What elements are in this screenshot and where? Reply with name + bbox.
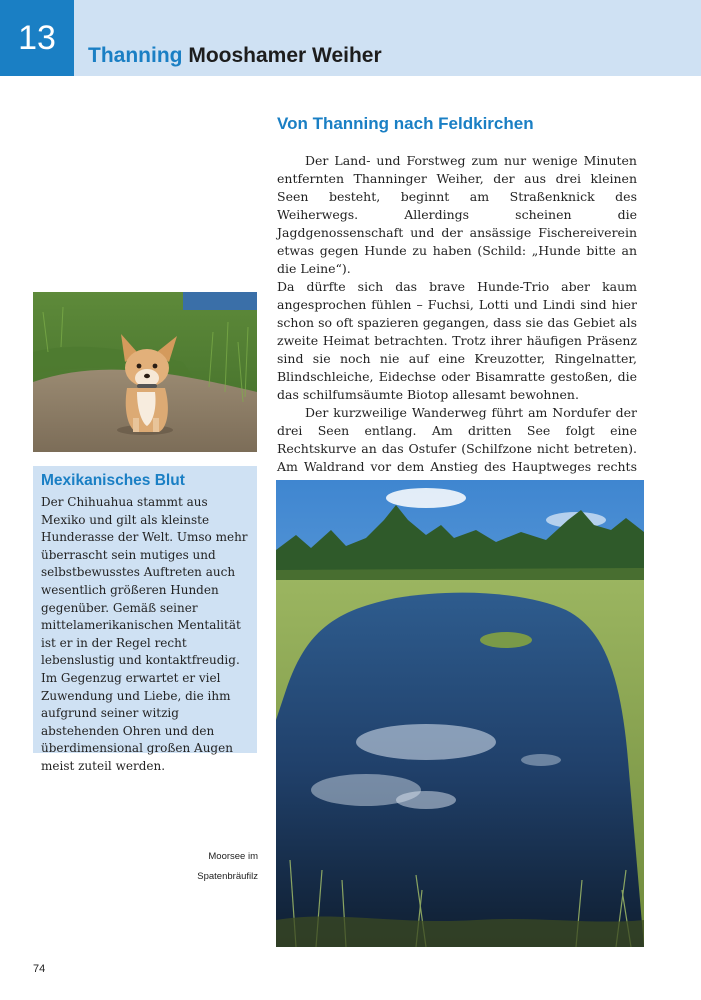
dog-photo bbox=[33, 292, 257, 452]
body-paragraph-1: Der Land- und Forstweg zum nur wenige Minuten entfernten Thanninger Weiher, der aus drei kleinen Seen besteht, beginnt am Straßenknick des Weiherwegs. Allerdings scheinen die Jagdgenossenschaft und der ansässige Fischereiverein etwas gegen Hunde zu haben (Schild: „Hunde bitte an die Leine“). bbox=[277, 153, 637, 276]
body-paragraph-2: Da dürfte sich das brave Hunde-Trio aber kaum angesprochen fühlen – Fuchsi, Lotti und Lindi sind hier schon so oft spazieren gegangen, dass sie das Gebiet als zweite Heimat betrachten. Trotz ihrer häufigen Präsenz sind sie noch nie auf eine Kreuzotter, Ringelnatter, Blindschleiche, Eidechse oder Bisamratte gestoßen, die das schilfumsäumte Biotop allesamt bewohnen. bbox=[277, 279, 637, 402]
title-name: Mooshamer Weiher bbox=[188, 44, 382, 67]
chapter-number-box bbox=[0, 0, 74, 76]
infobox-text: Der Chihuahua stammt aus Mexiko und gilt als kleinste Hunderasse der Welt. Umso mehr überrascht sein mutiges und selbstbewusstes Auftreten auch wesentlich größeren Hunden gegenüber. Gemäß seiner mittelamerikanischen Mentalität ist er in der Regel recht lebenslustig und kontaktfreudig. Im Gegenzug erwartet er viel Zuwendung und Liebe, die ihm aufgrund seiner witzig abstehenden Ohren und den überdimensional großen Augen meist zuteil werden. bbox=[41, 495, 248, 773]
page-number: 74 bbox=[33, 963, 46, 975]
section-heading: Von Thanning nach Feldkirchen bbox=[277, 114, 534, 133]
page-title bbox=[88, 44, 382, 68]
caption-line-2: Spatenbräufilz bbox=[197, 871, 258, 882]
photo-caption bbox=[150, 847, 258, 887]
chapter-number: 13 bbox=[18, 18, 56, 57]
body-text bbox=[277, 152, 637, 530]
moor-photo bbox=[276, 480, 644, 947]
body-paragraph-3: Der kurzweilige Wanderweg führt am Nordufer der drei Seen entlang. Am dritten See folgt eine Rechtskurve an das Ostufer (Schilfzone nicht betreten). Am Waldrand vor dem Anstieg des Hauptweges rechts bbox=[277, 405, 637, 474]
infobox-title: Mexikanisches Blut bbox=[41, 472, 185, 489]
infobox bbox=[33, 466, 257, 773]
caption-line-1: Moorsee im bbox=[208, 851, 258, 862]
title-place: Thanning bbox=[88, 44, 183, 67]
